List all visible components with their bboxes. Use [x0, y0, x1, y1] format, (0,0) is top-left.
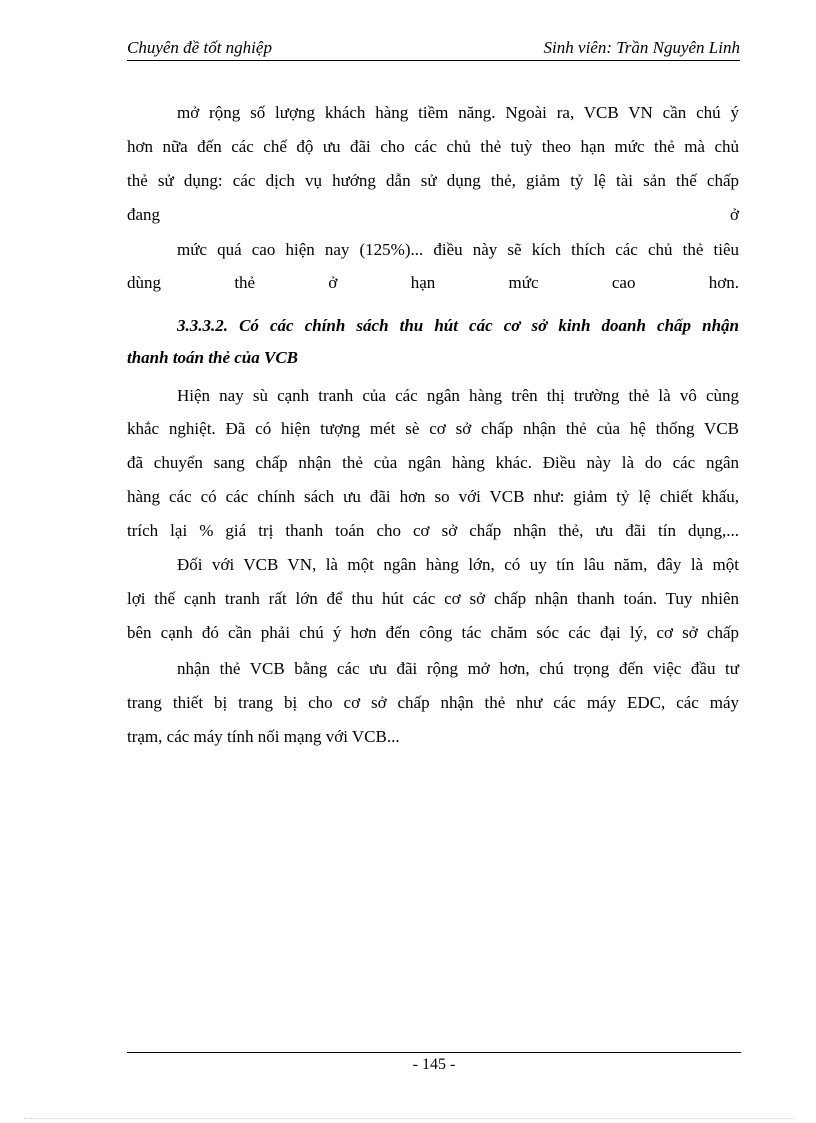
- body-line: đã chuyển sang chấp nhận thẻ của ngân hàng khác. Điều này là do các ngân: [127, 453, 739, 472]
- body-line: trang thiết bị trang bị cho cơ sở chấp nhận thẻ như các máy EDC, các máy: [127, 693, 739, 712]
- body-line: mở rộng số lượng khách hàng tiềm năng. Ngoài ra, VCB VN cần chú ý: [177, 103, 739, 122]
- body-line: Đối với VCB VN, là một ngân hàng lớn, có uy tín lâu năm, đây là một: [177, 555, 739, 574]
- page-header: [127, 36, 740, 61]
- body-line: trạm, các máy tính nối mạng với VCB...: [127, 727, 400, 746]
- footer-divider: [127, 1052, 741, 1053]
- body-line: dùng thẻ ở hạn mức cao hơn.: [127, 273, 739, 292]
- body-line: hàng các có các chính sách ưu đãi hơn so với VCB như: giảm tỷ lệ chiết khấu,: [127, 487, 739, 506]
- body-line: đang ở: [127, 205, 739, 224]
- body-line: lợi thế cạnh tranh rất lớn để thu hút các cơ sở chấp nhận thanh toán. Tuy nhiên: [127, 589, 739, 608]
- section-heading: thanh toán thẻ của VCB: [127, 348, 299, 367]
- body-line: khắc nghiệt. Đã có hiện tượng mét sè cơ sở chấp nhận thẻ của hệ thống VCB: [127, 419, 739, 438]
- body-line: nhận thẻ VCB bằng các ưu đãi rộng mở hơn, chú trọng đến việc đầu tư: [177, 659, 739, 678]
- body-line: trích lại % giá trị thanh toán cho cơ sở chấp nhận thẻ, ưu đãi tín dụng,...: [127, 521, 739, 540]
- header-author: Sinh viên: Trần Nguyên Linh: [543, 38, 740, 57]
- header-title: Chuyên đề tốt nghiệp: [127, 38, 272, 57]
- body-line: Hiện nay sù cạnh tranh của các ngân hàng trên thị trường thẻ là vô cùng: [177, 386, 739, 405]
- body-line: thẻ sử dụng: các dịch vụ hướng dẫn sử dụng thẻ, giảm tỷ lệ tài sản thế chấp: [127, 171, 739, 190]
- page-number: - 145 -: [412, 1056, 456, 1073]
- body-line: hơn nữa đến các chế độ ưu đãi cho các chủ thẻ tuỳ theo hạn mức thẻ mà chủ: [127, 137, 739, 156]
- page-bottom-dotted-border: [24, 1118, 794, 1119]
- section-heading: 3.3.3.2. Có các chính sách thu hút các cơ sở kinh doanh chấp nhận: [177, 316, 739, 335]
- body-line: mức quá cao hiện nay (125%)... điều này sẽ kích thích các chủ thẻ tiêu: [177, 240, 739, 259]
- body-line: bên cạnh đó cần phải chú ý hơn đến công tác chăm sóc các đại lý, cơ sở chấp: [127, 623, 739, 642]
